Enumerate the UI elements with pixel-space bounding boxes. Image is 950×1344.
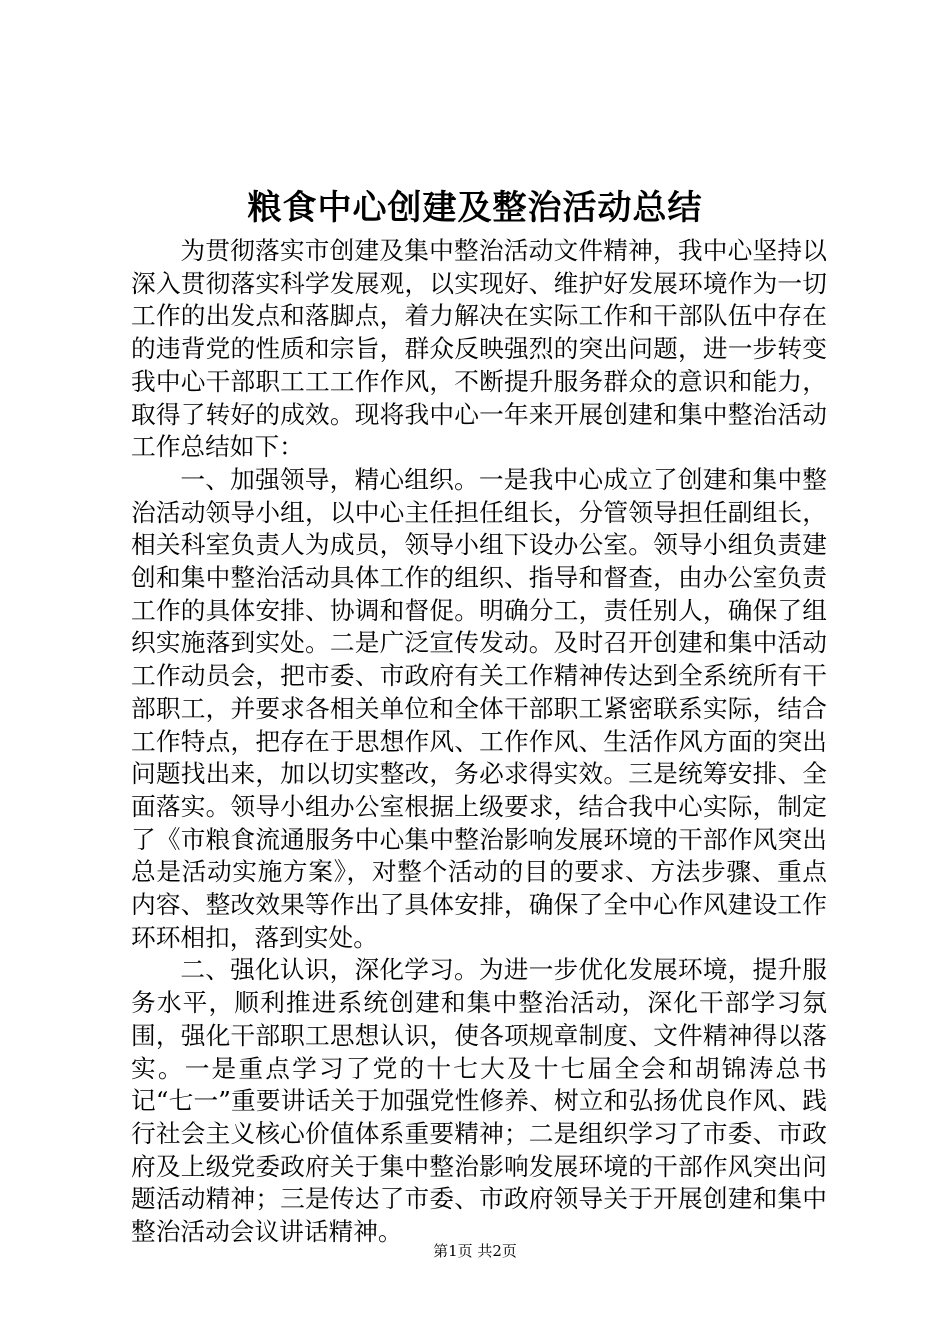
paragraph-intro: 为贯彻落实市创建及集中整治活动文件精神，我中心坚持以深入贯彻落实科学发展观，以实现好、维护好发展环境作为一切工作的出发点和落脚点，着力解决在实际工作和干部队伍中存在的违背党的性质和宗旨，群众反映强烈的突出问题，进一步转变我中心干部职工工工作作风，不断提升服务群众的意识和能力，取得了转好的成效。现将我中心一年来开展创建和集中整治活动工作总结如下： [131,236,827,462]
page-title: 粮食中心创建及整治活动总结 [247,188,703,228]
paragraph-section-2: 二、强化认识，深化学习。为进一步优化发展环境，提升服务水平，顺利推进系统创建和集中整治活动，深化干部学习氛围，强化干部职工思想认识，使各项规章制度、文件精神得以落实。一是重点学习了党的十七大及十七届全会和胡锦涛总书记“七一”重要讲话关于加强党性修养、树立和弘扬优良作风、践行社会主义核心价值体系重要精神；二是组织学习了市委、市政府及上级党委政府关于集中整治影响发展环境的干部作风突出问题活动精神；三是传达了市委、市政府领导关于开展创建和集中整治活动会议讲话精神。 [131,955,827,1247]
document-body [131,235,827,1249]
page-number-footer: 第1页 共2页 [433,1242,517,1260]
paragraph-section-1: 一、加强领导，精心组织。一是我中心成立了创建和集中整治活动领导小组，以中心主任担任组长，分管领导担任副组长，相关科室负责人为成员，领导小组下设办公室。领导小组负责建创和集中整治活动具体工作的组织、指导和督查，由办公室负责工作的具体安排、协调和督促。明确分工，责任别人，确保了组织实施落到实处。二是广泛宣传发动。及时召开创建和集中活动工作动员会，把市委、市政府有关工作精神传达到全系统所有干部职工，并要求各相关单位和全体干部职工紧密联系实际，结合工作特点，把存在于思想作风、工作作风、生活作风方面的突出问题找出来，加以切实整改，务必求得实效。三是统筹安排、全面落实。领导小组办公室根据上级要求，结合我中心实际，制定了《市粮食流通服务中心集中整治影响发展环境的干部作风突出总是活动实施方案》，对整个活动的目的要求、方法步骤、重点内容、整改效果等作出了具体安排，确保了全中心作风建设工作环环相扣，落到实处。 [131,464,827,952]
